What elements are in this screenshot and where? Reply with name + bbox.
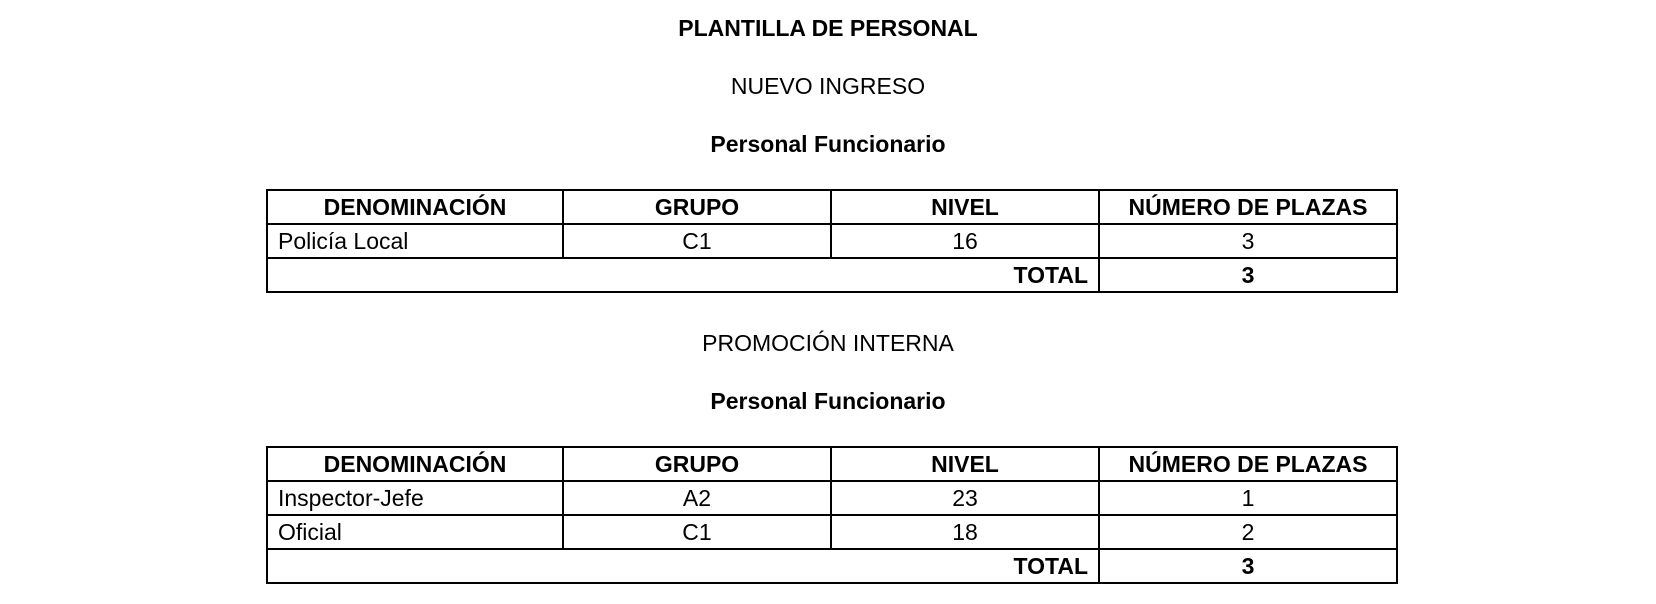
table-row — [267, 515, 1397, 549]
total-row — [267, 258, 1397, 292]
section-subheading-personal-funcionario: Personal Funcionario — [710, 388, 946, 414]
cell-grupo: A2 — [563, 481, 831, 515]
column-header-nivel: NIVEL — [831, 190, 1099, 224]
table-row — [267, 481, 1397, 515]
column-header-denominacion: DENOMINACIÓN — [267, 190, 563, 224]
table-header-row — [267, 447, 1397, 481]
document-title: PLANTILLA DE PERSONAL — [678, 15, 978, 41]
nuevo-ingreso-table — [266, 189, 1398, 293]
cell-plazas: 3 — [1099, 224, 1397, 258]
column-header-nivel: NIVEL — [831, 447, 1099, 481]
total-value: 3 — [1099, 258, 1397, 292]
section-subheading-personal-funcionario: Personal Funcionario — [710, 131, 946, 157]
total-value: 3 — [1099, 549, 1397, 583]
column-header-numero-de-plazas: NÚMERO DE PLAZAS — [1099, 447, 1397, 481]
table-header-row — [267, 190, 1397, 224]
table-row — [267, 224, 1397, 258]
total-row — [267, 549, 1397, 583]
cell-plazas: 2 — [1099, 515, 1397, 549]
cell-denominacion: Policía Local — [267, 224, 563, 258]
section-heading-promocion-interna: PROMOCIÓN INTERNA — [702, 330, 954, 356]
cell-grupo: C1 — [563, 224, 831, 258]
cell-grupo: C1 — [563, 515, 831, 549]
column-header-grupo: GRUPO — [563, 190, 831, 224]
cell-plazas: 1 — [1099, 481, 1397, 515]
cell-nivel: 18 — [831, 515, 1099, 549]
total-label: TOTAL — [267, 258, 1099, 292]
column-header-grupo: GRUPO — [563, 447, 831, 481]
cell-denominacion: Oficial — [267, 515, 563, 549]
column-header-numero-de-plazas: NÚMERO DE PLAZAS — [1099, 190, 1397, 224]
promocion-interna-table — [266, 446, 1398, 584]
cell-nivel: 16 — [831, 224, 1099, 258]
column-header-denominacion: DENOMINACIÓN — [267, 447, 563, 481]
cell-nivel: 23 — [831, 481, 1099, 515]
cell-denominacion: Inspector-Jefe — [267, 481, 563, 515]
section-heading-nuevo-ingreso: NUEVO INGRESO — [730, 73, 926, 99]
total-label: TOTAL — [267, 549, 1099, 583]
